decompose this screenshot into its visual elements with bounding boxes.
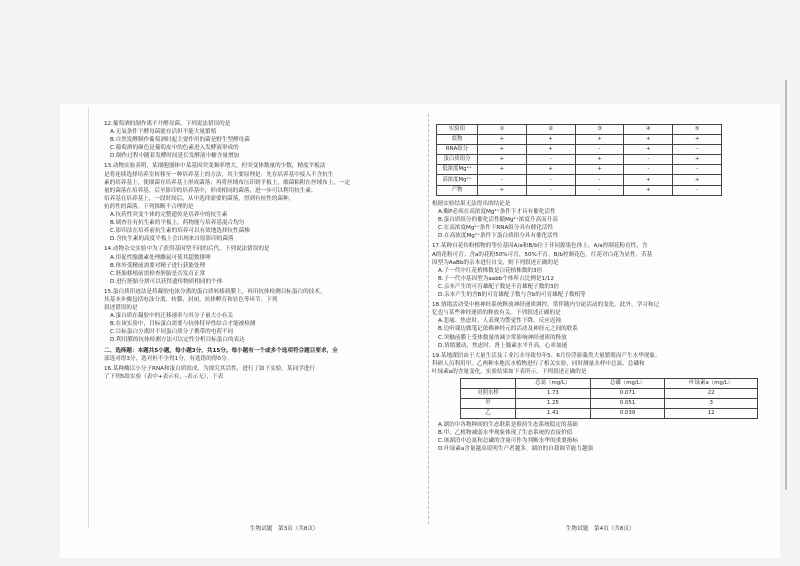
text-line: 根据实验结果无法得出的结论是 [432,201,511,207]
footer-right: 生物试题 第4页（共8页） [566,526,635,532]
table-cell: - [624,155,673,165]
table-cell: 0.039 [590,409,665,419]
text-line: C.该湖泊中总氮和总磷的含量可作为判断水华的重要指标 [438,438,578,445]
table-cell: + [478,145,527,155]
text-line: 量的菌落在培养基，后至影印的培养基中，形成相同的菌落，进一步可以利用抗生素、 [104,187,317,194]
text-line: D.进行胚胎分割可以获得遗传物质相同的个体 [110,278,223,285]
table-cell: + [575,165,624,175]
right-column [432,200,770,376]
table-row [437,145,722,155]
text-line: B.调查在有抗生素的平板上，药物能与培养基混合均匀 [110,220,245,227]
table-cell: 实验组 [437,125,478,135]
text-line: C.目标蛋白分离时不同蛋白质分子携带的电荷不同 [110,329,234,336]
table-cell: 高浓度Mg²⁺ [437,175,478,185]
table-cell: 总磷（mg/L） [590,379,665,389]
text-line: C.影印法在培养前抗生素的培养可以有效地选择抗性菌株 [110,228,250,235]
table-row [437,185,722,195]
text-line: C.突触前膜上受体数量的减少常影响神经递质的释放 [438,334,567,341]
text-line: D.情绪激动、焦虑时，肾上腺素水平升高，心率加速 [438,342,568,349]
table-cell: - [575,175,624,185]
text-line: 18.情绪活动受中枢神经系统释放神经递质调控，常伴随内分泌活动的变化。此外，学习和记 [432,302,660,309]
text-line: C.在高浓度Mg²⁺条件下RNA组分具有催化活性 [438,225,554,232]
text-line: D.亲本产生的含B的可育雄配子数与含b的可育雄配子数相等 [438,292,586,299]
text-line: A.蛋白质在凝胶中的迁移速率与其分子量大小有关 [110,313,233,320]
table-cell: 1.25 [516,399,591,409]
table-cell: + [624,145,673,155]
table-cell: + [673,175,722,185]
table-cell: + [526,145,575,155]
text-line: A.子一代中红花植株数是白花植株数的3倍 [438,267,543,274]
table-cell: ③ [575,125,624,135]
table-row [437,135,722,145]
text-line: 科研人员利用甲、乙两种本地沉水植物进行了相关实验，同时测量水样中总氮、总磷和 [432,360,645,367]
text-line: B.子一代中基因型为aabb个体所占比例是1/12 [438,275,555,282]
text-line: 16.某种酶以小分子RNA和蛋白质组成，为探究其活性，进行了如下实验，某同学进行 [104,365,315,372]
text-line: 部选对得3分，选对但不全得1分，有选错的得0分。 [104,355,233,362]
table-cell: 总氮（mg/L） [516,379,591,389]
table-cell: - [575,185,624,195]
table-cell: RNA组分 [437,145,478,155]
left-column [104,118,442,381]
table-cell: - [673,145,722,155]
table-row [461,409,758,419]
text-line: D.含抗生素的高度平板上会出现来自原影印的菌落 [110,236,234,243]
table-cell: - [624,165,673,175]
table-cell: + [575,135,624,145]
text-line: D.利用膜的抗体检测方法可以定性分析目标蛋白的表达 [110,337,245,344]
table-row [461,379,758,389]
table-cell: - [478,175,527,185]
text-line: A的花粉可育；含a的花粉50%可育，50%不育。B/b控制花色，红花对白花为显性。若基 [432,251,653,258]
table-cell: ⑤ [673,125,722,135]
text-line: 19.某地湖泊由于大量生活及工业污水导致每年5、6月份浮游藻类大量繁殖而产生水华现象。 [432,352,661,359]
scan-edge [785,80,787,490]
text-line: 二、选择题：本题共5小题，每小题3分，共15分。每小题有一个或多个选项符合题目要求，全 [104,347,338,354]
text-line: 14.动物杂交实验中为了获得基因型不同的后代，下列说法错误的是 [104,246,270,253]
experiment-table [436,124,722,196]
table-cell: + [624,135,673,145]
text-line: 12.葡萄酒的制作离不开酵母菌。下列说法错误的是 [104,121,231,127]
water-quality-table [460,378,758,419]
text-line: 15.蛋白质印迹法是将凝胶电泳分离的蛋白质转移到膜上，再用抗体检测目标蛋白的技术。 [104,288,326,295]
table-cell: - [673,185,722,195]
table-cell: ② [526,125,575,135]
table-cell: + [673,155,722,165]
text-line: C.葡萄酒的颜色是葡萄皮中的色素进入发酵液形成的 [110,145,239,152]
text-line: 是将连续选择培养室转移至一种培养基上的方法，其主要原理是：先在培养基中接入不含抗生 [104,171,334,178]
table-cell: 叶绿素a（mg/L） [665,379,758,389]
table-cell: 1.41 [516,409,591,419]
table-cell [461,379,516,389]
table-cell: + [526,165,575,175]
table-cell: 乙 [461,409,516,419]
text-line: B.自然发酵制作葡萄酒时起主要作用的菌是野生型酵母菌 [110,137,250,144]
text-line: D.在高浓度Mg²⁺条件下蛋白质组分具有催化活性 [438,233,559,240]
table-cell: + [526,135,575,145]
table-cell: 12 [665,409,758,419]
text-line: 17.某种自花传粉植物的等位基因A/a和B/b位于非同源染色体上，A/a控制花粉育性，含 [432,243,648,250]
table-cell: 对照水样 [461,389,516,399]
page-edge [88,108,89,528]
text-line: A.用促性腺激素处理雌鼠可使其超数排卵 [110,254,211,261]
text-line: A.无氧条件下酵母菌能存活但不能大量繁殖 [110,129,217,136]
table-cell: + [624,185,673,195]
table-cell: 22 [665,389,758,399]
table-cell: - [526,155,575,165]
table-row [461,389,758,399]
table-cell: 0.051 [590,399,665,409]
table-row [437,155,722,165]
text-line: 忆也与某些神经递质的释放有关。下列叙述正确的是 [432,310,561,317]
table-cell: - [526,175,575,185]
text-line: A.悲痛、焦虑时，人表现为警觉性下降、反应迟钝 [438,318,561,325]
table-cell: ① [478,125,527,135]
table-cell: 甲 [461,399,516,409]
table-cell: 蛋白质组分 [437,155,478,165]
text-line: 素的培养基上，使细菌在培养基上形成菌落；再将丝绒布压印到平板上，细菌粘附在丝绒布上，一定 [104,179,351,186]
footer-left: 生物试题 第3页（共8页） [250,526,319,532]
table-cell: + [673,135,722,145]
table-cell: 1.73 [516,389,591,399]
table-cell: - [673,165,722,175]
text-line: 了下列5组实验（表中+表示有，-表示无），下表 [104,373,224,380]
text-line: 叙述错误的是 [104,305,138,312]
text-line: C.胚胎移植前需检查胚胎是否发育正常 [110,270,206,277]
table-row [437,165,722,175]
table-cell: + [575,155,624,165]
table-cell: + [624,175,673,185]
text-line: B.蛋白质组分的催化活性随Mg²⁺浓度升高而升高 [438,217,558,224]
text-line: B.在该实验中，目标蛋白需要与抗体特异性结合才能被检测 [110,321,256,328]
text-line: A.抗药性突变个体的完整遗传是培养中的抗生素 [110,212,228,219]
text-line: C.亲本产生的可育雄配子数是不育雄配子数的3倍 [438,283,560,290]
text-line: 因型为AaBb的亲本进行自交，则下列叙述正确的是 [432,259,559,266]
text-line: 培养基在培养基上，一段时间后，从中选择需要的菌落，得到有抗性的菌种， [104,195,295,202]
text-line: B.体外受精前需要对精子进行获能处理 [110,262,206,269]
table-cell: + [478,135,527,145]
table-cell: - [526,185,575,195]
text-line: A.酶P必须在高浓度Mg²⁺条件下才具有催化活性 [438,209,556,216]
table-cell: + [478,185,527,195]
table-row [461,399,758,409]
table-cell: 产物 [437,185,478,195]
table-cell: 3 [665,399,758,409]
table-cell: - [575,145,624,155]
table-cell: 底物 [437,135,478,145]
text-line: D.制作过程中随着发酵时间延长发酵液中糖含量增加 [110,153,240,160]
text-line: 其基本步骤包括电泳分离、转膜、封闭、抗体孵育和显色等环节。下列 [104,296,278,303]
text-line: B.边听课边做笔记依赖神经元的活动及神经元之间的联系 [438,326,578,333]
right-bottom-options [432,421,770,453]
table-cell: + [478,155,527,165]
text-line: 13.动物实验表明，某细胞器体中某基因突变频率增大，但突变体数量的少数，精度平板法 [104,163,326,170]
table-cell: ④ [624,125,673,135]
table-row [437,125,722,135]
text-line: B.甲、乙植物减弱水华现象体现了生态系统的直接价值 [438,430,573,437]
table-cell: 低浓度Mg²⁺ [437,165,478,175]
table-row [437,175,722,185]
table-cell: 0.071 [590,389,665,399]
text-line: A.湖泊中各物种间的生态联系是维持生态系统稳定的基础 [438,422,578,428]
text-line: D.叶绿素a含量越高说明生产者越多，湖泊的自我调节能力越强 [438,446,593,453]
text-line: 叶绿素a的含量变化，实验结果如下表所示。下列叙述正确的是 [432,368,587,375]
text-line: 抗药性的菌落。下列推断不合理的是 [104,203,194,210]
table-cell: + [478,165,527,175]
